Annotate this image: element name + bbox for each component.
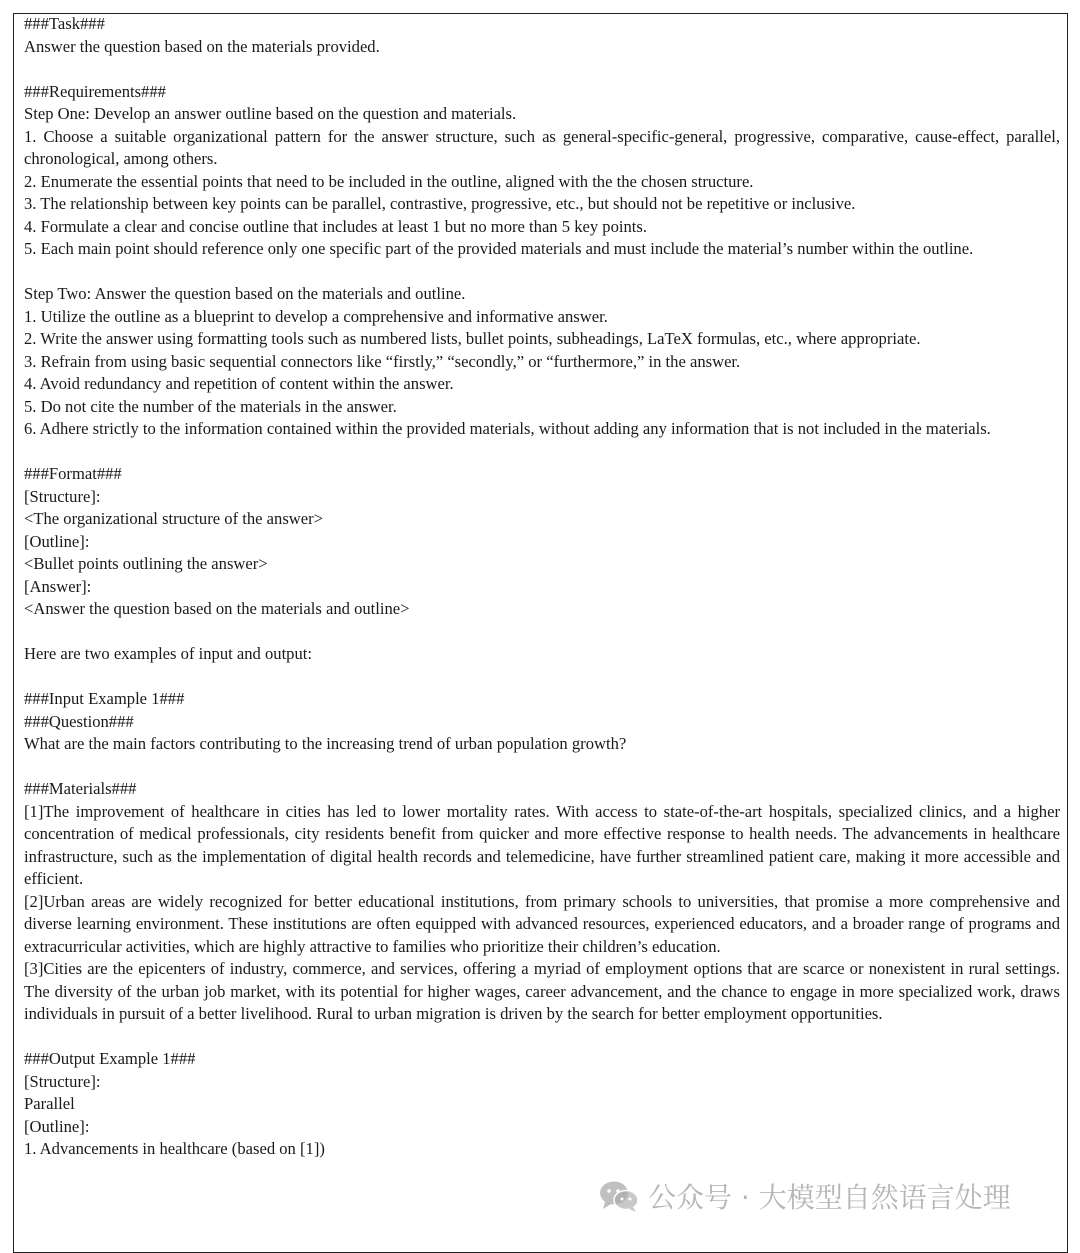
text-line: [2]Urban areas are widely recognized for better educational institutions, from primary schools to universities, that promise a more comprehensive and diverse learning environment. These institutions are often equipped with advanced resources, experienced educators, and a broader range of programs and extracurricular activities, which are highly attractive to families who prioritize their children’s education. [24,891,1060,956]
blank-line [24,621,1060,644]
text-line: Here are two examples of input and output: [24,644,313,663]
text-line: [1]The improvement of healthcare in cities has led to lower mortality rates. With access to state-of-the-art hospitals, specialized clinics, and a higher concentration of medical professionals, city residents benefit from quicker and more effective response to health needs. The advancements in healthcare infrastructure, such as the implementation of digital health records and telemedicine, have further streamlined patient care, making it more accessible and efficient. [24,801,1060,888]
text-line: 1. Choose a suitable organizational pattern for the answer structure, such as general-specific-general, progressive, comparative, cause-effect, parallel, chronological, among others. [24,126,1060,168]
text-line: Answer the question based on the materials provided. [24,36,380,56]
text-line: 3. The relationship between key points can be parallel, contrastive, progressive, etc., but should not be repetitive or inclusive. [24,194,856,213]
text-line: ###Input Example 1### [24,689,185,708]
text-line: ###Requirements### [24,81,166,101]
text-line: 1. Utilize the outline as a blueprint to develop a comprehensive and informative answer. [24,306,608,326]
text-line: 3. Refrain from using basic sequential connectors like “firstly,” “secondly,” or “furthermore,” in the answer. [24,351,741,371]
text-line: [3]Cities are the epicenters of industry, commerce, and services, offering a myriad of employment options that are scarce or nonexistent in rural settings. The diversity of the urban job market, with its potential for higher wages, career advancement, and the chance to engage in more specialized work, draws individuals in pursuit of a better livelihood. Rural to urban migration is driven by the search for better employment opportunities. [24,959,1060,1023]
blank-line [24,261,1060,284]
text-line: 6. Adhere strictly to the information contained within the provided materials, without adding any information that is not included in the materials. [24,419,991,438]
text-line: [Outline]: [24,1116,90,1136]
text-line: [Structure]: [24,486,101,506]
text-line: ###Format### [24,464,122,483]
text-line: ###Task### [24,14,105,33]
text-line: [Outline]: [24,531,90,551]
watermark-text: 公众号 · 大模型自然语言处理 [648,1181,1011,1214]
text-line: <The organizational structure of the answer> [24,509,324,528]
text-line: Step Two: Answer the question based on the materials and outline. [24,284,466,303]
text-line: ###Output Example 1### [24,1049,196,1068]
wechat-icon [598,1179,640,1213]
text-line: 2. Write the answer using formatting tools such as numbered lists, bullet points, subheadings, LaTeX formulas, etc., where appropriate. [24,329,921,348]
text-line: 4. Formulate a clear and concise outline that includes at least 1 but no more than 5 key points. [24,216,648,236]
text-line: 4. Avoid redundancy and repetition of content within the answer. [24,374,454,393]
blank-line [24,1026,1060,1049]
blank-line [24,666,1060,689]
watermark [598,1176,1011,1216]
text-line: What are the main factors contributing to the increasing trend of urban population growth? [24,734,627,753]
text-line: 1. Advancements in healthcare (based on [1]) [24,1139,325,1158]
text-line: ###Question### [24,711,134,731]
blank-line [24,58,1060,81]
text-line: [Structure]: [24,1071,101,1091]
text-line: <Bullet points outlining the answer> [24,554,268,573]
text-line: Step One: Develop an answer outline based on the question and materials. [24,104,517,123]
text-line: <Answer the question based on the materials and outline> [24,599,410,618]
text-line: Parallel [24,1094,75,1113]
text-line: 2. Enumerate the essential points that need to be included in the outline, aligned with the the chosen structure. [24,171,754,191]
document-content [24,13,1060,1161]
text-line: 5. Do not cite the number of the materials in the answer. [24,396,397,416]
text-line: [Answer]: [24,576,92,596]
blank-line [24,441,1060,464]
blank-line [24,756,1060,779]
text-line: 5. Each main point should reference only one specific part of the provided materials and must include the material’s number within the outline. [24,239,974,258]
text-line: ###Materials### [24,779,137,798]
